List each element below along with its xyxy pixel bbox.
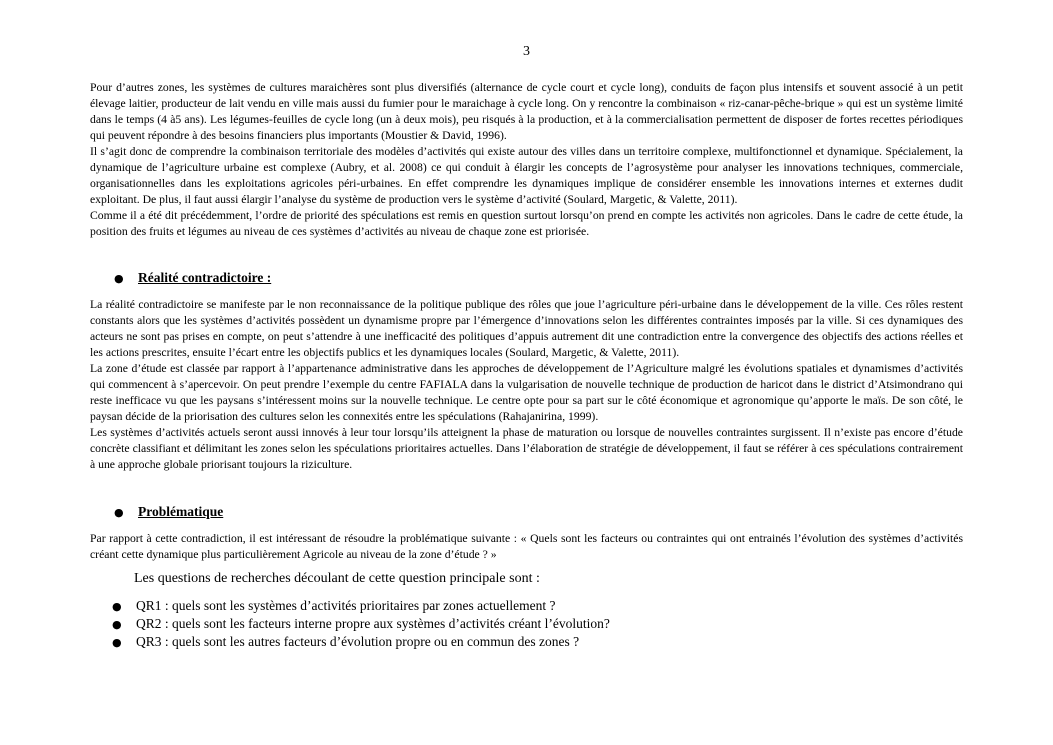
intro-paragraphs (90, 80, 963, 240)
bullet-icon: ● (112, 636, 122, 649)
paragraph-priority-speculations: Comme il a été dit précédemment, l’ordre de priorité des spéculations est remis en question surtout lorsqu’on prend en compte les activités non agricoles. Dans le cadre de cette étude, la position des fruits et légumes au niveau de ces systèmes d’activités au niveau de chaque zone est priorisée. (90, 209, 963, 238)
section-heading-realite (114, 270, 271, 287)
paragraph-vegetable-systems: Pour d’autres zones, les systèmes de cultures maraichères sont plus diversifiés (alternance de cycle court et cycle long), conduits de façon plus intensifs et souvent associé à un petit élevage laitier, producteur de lait vendu en ville mais aussi du fumier pour le maraichage à cycle long. On y rencontre la combinaison « riz-canar-pêche-brique » qui est un système limité dans le temps (4 à5 ans). Les légumes-feuilles de cycle long (un à deux mois), peu risqués à la production, et à la commercialisation permettent de disposer de fortes recettes périodiques qui peuvent répondre à des besoins financiers plus importants (Moustier & David, 1996). (90, 81, 963, 142)
questions-intro: Les questions de recherches découlant de cette question principale sont : (134, 571, 540, 586)
question-qr1: QR1 : quels sont les systèmes d’activités prioritaires par zones actuellement ? (136, 598, 556, 613)
research-questions-list (112, 597, 610, 651)
bullet-icon: ● (112, 618, 122, 631)
bullet-icon: ● (114, 506, 124, 519)
list-item (112, 615, 610, 633)
problematique-paragraph (90, 531, 963, 563)
paragraph-contradictory-reality: La réalité contradictoire se manifeste par le non reconnaissance de la politique publique des rôles que joue l’agriculture péri-urbaine dans le développement de la ville. Ces rôles restent constants alors que les systèmes d’activités possèdent un dynamisme propre par l’émergence d’innovations selon les différentes contraintes imposés par la ville. Si ces dynamiques des acteurs ne sont pas prises en compte, on peut s’attendre à une inefficacité des politiques d’appuis autrement dit une contradiction entre la convergence des objectifs des actions réelles et les actions prescrites, ensuite l’écart entre les objectifs publics et les dynamiques locales (Soulard, Margetic, & Valette, 2011). (90, 298, 963, 359)
paragraph-territorial-combination: Il s’agit donc de comprendre la combinaison territoriale des modèles d’activités qui existe autour des villes dans un territoire complexe, multifonctionnel et dynamique. Spécialement, la dynamique de l’agriculture urbaine est complexe (Aubry, et al. 2008) ce qui conduit à élargir les concepts de l’agrosystème pour analyser les innovations techniques, commerciale, organisationnelles dans les exploitations agricoles péri-urbaines. En effet comprendre les dynamiques implique de considérer ensemble les innovations internes et externes dudit exploitant. De plus, il faut aussi élargir l’analyse du système de production vers le système d’activité (Soulard, Margetic, & Valette, 2011). (90, 145, 963, 206)
section-title-realite: Réalité contradictoire : (138, 270, 272, 285)
bullet-icon: ● (114, 272, 124, 285)
list-item (112, 597, 610, 615)
question-qr3: QR3 : quels sont les autres facteurs d’évolution propre ou en commun des zones ? (136, 634, 580, 649)
section-title-problematique: Problématique (138, 504, 224, 519)
paragraph-research-problem: Par rapport à cette contradiction, il est intéressant de résoudre la problématique suivante : « Quels sont les facteurs ou contraintes qui ont entrainés l’évolution des systèmes d’activités créant cette dynamique plus particulièrement Agricole au niveau de la zone d’étude ? » (90, 532, 963, 561)
list-item (112, 633, 610, 651)
section-heading-problematique (114, 504, 223, 521)
page-number: 3 (523, 44, 530, 59)
realite-paragraphs (90, 297, 963, 473)
question-qr2: QR2 : quels sont les facteurs interne propre aux systèmes d’activités créant l’évolution? (136, 616, 610, 631)
bullet-icon: ● (112, 600, 122, 613)
paragraph-study-zone: La zone d’étude est classée par rapport à l’appartenance administrative dans les approches de développement de l’Agriculture malgré les évolutions spatiales et dynamismes d’activités qui commencent à s’apercevoir. On peut prendre l’exemple du centre FAFIALA dans la vulgarisation de nouvelle technique de production de haricot dans le district d’Atsimondrano qui reste inefficace vu que les paysans s’intéressent moins sur la nouvelle technique. Le centre opte pour sa part sur le côté économique et agronomique qu’apporte le maïs. De son côté, le paysan décide de la priorisation des cultures selon les connexités entre les spéculations (Rahajanirina, 1999). (90, 362, 963, 423)
paragraph-current-systems: Les systèmes d’activités actuels seront aussi innovés à leur tour lorsqu’ils atteignent la phase de maturation ou lorsque de nouvelles contraintes surgissent. Il n’existe pas encore d’étude concrète classifiant et délimitant les zones selon les spéculations prioritaires actuelles. Dans l’élaboration de stratégie de développement, il faut se référer à ces spéculations contrairement à une approche globale priorisant toujours la riziculture. (90, 426, 963, 471)
